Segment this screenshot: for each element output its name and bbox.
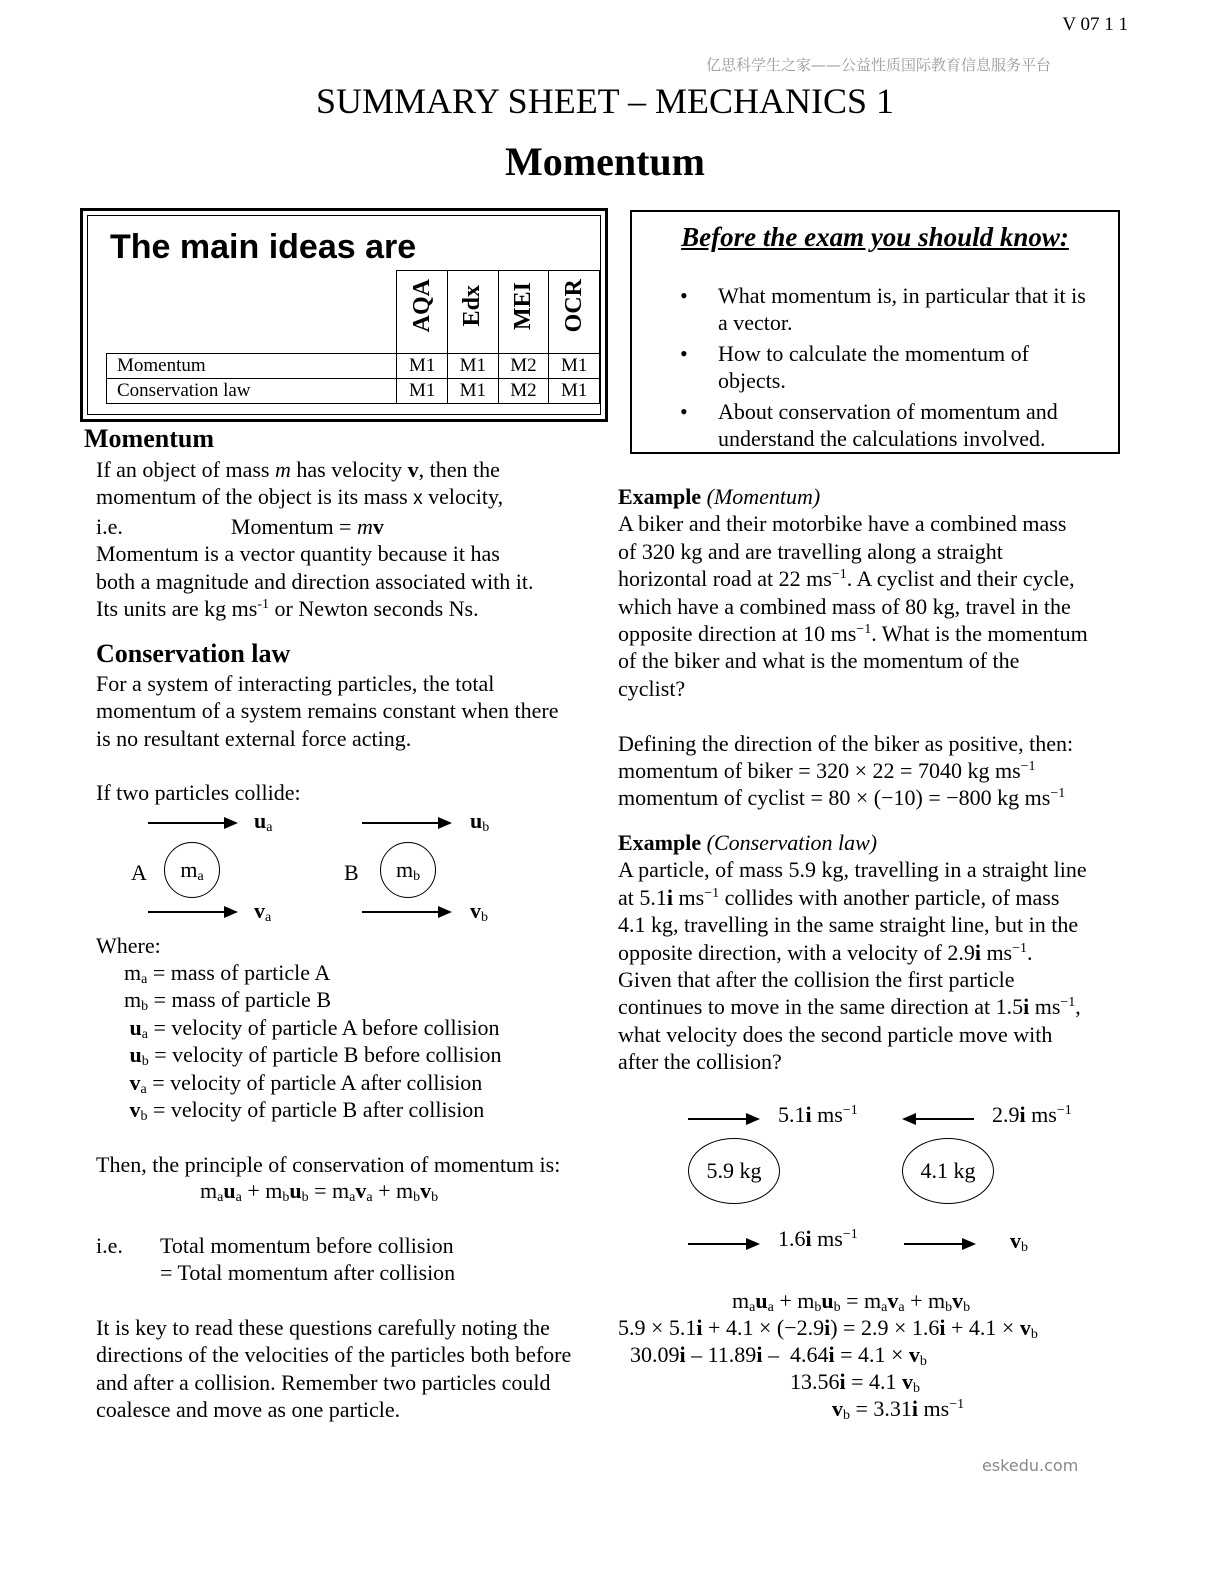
ie-label: i.e. [96, 1233, 123, 1258]
list-item: • What momentum is, in particular that it is a vector. [680, 282, 1100, 336]
where-label: Where: [96, 933, 161, 958]
momentum-heading: Momentum [84, 424, 214, 453]
arrow-icon [362, 911, 450, 913]
footer-site: eskedu.com [982, 1456, 1079, 1475]
velocity-label: 5.1i $ms^{-1}$ [778, 1102, 858, 1127]
example-conservation: Example (Conservation law) A particle, of mass 5.9 kg, travelling in a straight line at 5.1i $ms^{-1}$ collides with another particle, of mass 4.1 kg, travelling in the same straight line, but in the opposite direction, with a velocity of 2.9i $ms^{-1}$. Given that after the collision the first particle continues to move in the same direction at 1.5i $ms^{-1}$, what velocity does the second particle move with after the collision? [618, 830, 1087, 1075]
total-after: = Total momentum after collision [160, 1260, 456, 1285]
example-label: Example [618, 830, 702, 855]
worked-equation: $30.09i - 11.89i - 4.64i = 4.1 \times v_b$ [630, 1342, 927, 1369]
velocity-label: 2.9i $ms^{-1}$ [992, 1102, 1072, 1127]
mass-a-label: 5.9 kg [706, 1158, 762, 1183]
watermark-text: 亿思科学生之家——公益性质国际教育信息服务平台 [706, 56, 1052, 74]
principle-text: Then, the principle of conservation of momentum is: [96, 1152, 561, 1177]
board-header [397, 271, 448, 354]
ub-label: $u_b$ [470, 808, 490, 835]
know-box [630, 210, 1120, 454]
conservation-equation: $m_au_a + m_bu_b = m_av_a + m_bv_b$ [200, 1178, 439, 1205]
worked-equation: $v_b = 3.31i$ $ms^{-1}$ [832, 1396, 965, 1423]
main-ideas-table [106, 270, 600, 404]
module-cell: M1 [448, 354, 499, 379]
module-cell: M1 [397, 379, 448, 404]
page-title: SUMMARY SHEET – MECHANICS 1 [315, 81, 895, 121]
arrow-icon [688, 1118, 758, 1120]
worked-equation: 13.56i = 4.1 $v_b$ [790, 1369, 921, 1396]
page-subtitle: Momentum [505, 139, 705, 184]
table-row [107, 379, 600, 404]
vb-label: $v_b$ [470, 898, 488, 925]
arrow-icon [362, 822, 450, 824]
example-label: Example [618, 484, 702, 509]
ua-label: $u_a$ [254, 808, 273, 835]
particle-a-circle: $m_a$ [164, 842, 220, 898]
conservation-text: For a system of interacting particles, the total momentum of a system remains constant when there is no resultant external force acting. [96, 671, 559, 751]
board-header [498, 271, 549, 354]
board-header [448, 271, 499, 354]
board-label: Edx [459, 285, 486, 327]
module-cell: M1 [397, 354, 448, 379]
closing-text: It is key to read these questions carefully noting the directions of the velocities of the particles both before and after a collision. Remember two particles could coalesce and move as one particle. [96, 1315, 572, 1423]
velocity-label: 1.6i $ms^{-1}$ [778, 1226, 858, 1251]
board-label: OCR [560, 279, 587, 333]
particle-b-label: B [344, 860, 359, 885]
definitions-list: $m_a$ = mass of particle A $m_b$ = mass of particle B $u_a$ = velocity of particle A before collision $u_b$ = velocity of particle B before collision $v_a$ = velocity of particle A after collision $v_b$ = velocity of particle B after collision [124, 960, 502, 1125]
arrow-icon [904, 1243, 974, 1245]
module-cell: M2 [498, 379, 549, 404]
mass-a-circle [688, 1138, 780, 1204]
topic-cell: Conservation law [107, 379, 397, 404]
main-ideas-heading: The main ideas are [110, 228, 417, 266]
example-topic: (Momentum) [706, 484, 821, 509]
board-header [549, 271, 600, 354]
board-label: MEI [509, 282, 536, 330]
example-momentum: Example (Momentum) A biker and their motorbike have a combined mass of 320 kg and are travelling along a straight horizontal road at 22 $ms^{-1}$. A cyclist and their cycle, which have a combined mass of 80 kg, travel in the opposite direction at 10 $ms^{-1}$. What is the momentum of the biker and what is the momentum of the cyclist? Defining the direction of the biker as positive, then: momentum of biker = 320 × 22 = 7040 kg $ms^{-1}$ momentum of cyclist = 80 × (−10) = −800 kg $ms^{-1}$ [618, 483, 1130, 812]
velocity-label: $v_b$ [1010, 1228, 1028, 1255]
arrow-icon [148, 911, 236, 913]
worked-equation: $5.9 \times 5.1i + 4.1 \times (-2.9i) = 2.9 \times 1.6i + 4.1 \times v_b$ [618, 1315, 1038, 1342]
mass-b-circle [902, 1138, 994, 1204]
arrow-icon [148, 822, 236, 824]
module-cell: M1 [549, 379, 600, 404]
particle-a-label: A [131, 860, 147, 885]
mass-b-label: 4.1 kg [920, 1158, 976, 1183]
total-before: Total momentum before collision [160, 1233, 454, 1258]
arrow-icon [688, 1243, 758, 1245]
module-cell: M1 [448, 379, 499, 404]
know-list [680, 282, 1100, 456]
momentum-text: If an object of mass m has velocity v, then the momentum of the object is its mass x velocity, i.e. Momentum = mv Momentum is a vector quantity because it has both a magnitude and direction associated with it. Its units are kg $ms^{-1}$ or Newton seconds Ns. [96, 457, 534, 622]
conservation-heading: Conservation law [96, 639, 291, 668]
arrow-icon [904, 1118, 974, 1120]
list-item: • How to calculate the momentum of objects. [680, 340, 1100, 394]
board-label: AQA [408, 279, 435, 333]
example-topic: (Conservation law) [706, 830, 878, 855]
module-cell: M1 [549, 354, 600, 379]
list-item: • About conservation of momentum and understand the calculations involved. [680, 398, 1100, 452]
main-ideas-box [80, 208, 608, 422]
worked-equation: $m_au_a + m_bu_b = m_av_a + m_bv_b$ [732, 1288, 971, 1315]
know-heading: Before the exam you should know: [681, 222, 1069, 252]
va-label: $v_a$ [254, 898, 272, 925]
module-cell: M2 [498, 354, 549, 379]
particle-b-circle: $m_b$ [380, 842, 436, 898]
defining-text: Defining the direction of the biker as positive, then: [618, 730, 1074, 756]
version-label: V 07 1 1 [1062, 14, 1128, 35]
collide-intro: If two particles collide: [96, 780, 301, 805]
table-row [107, 354, 600, 379]
topic-cell: Momentum [107, 354, 397, 379]
